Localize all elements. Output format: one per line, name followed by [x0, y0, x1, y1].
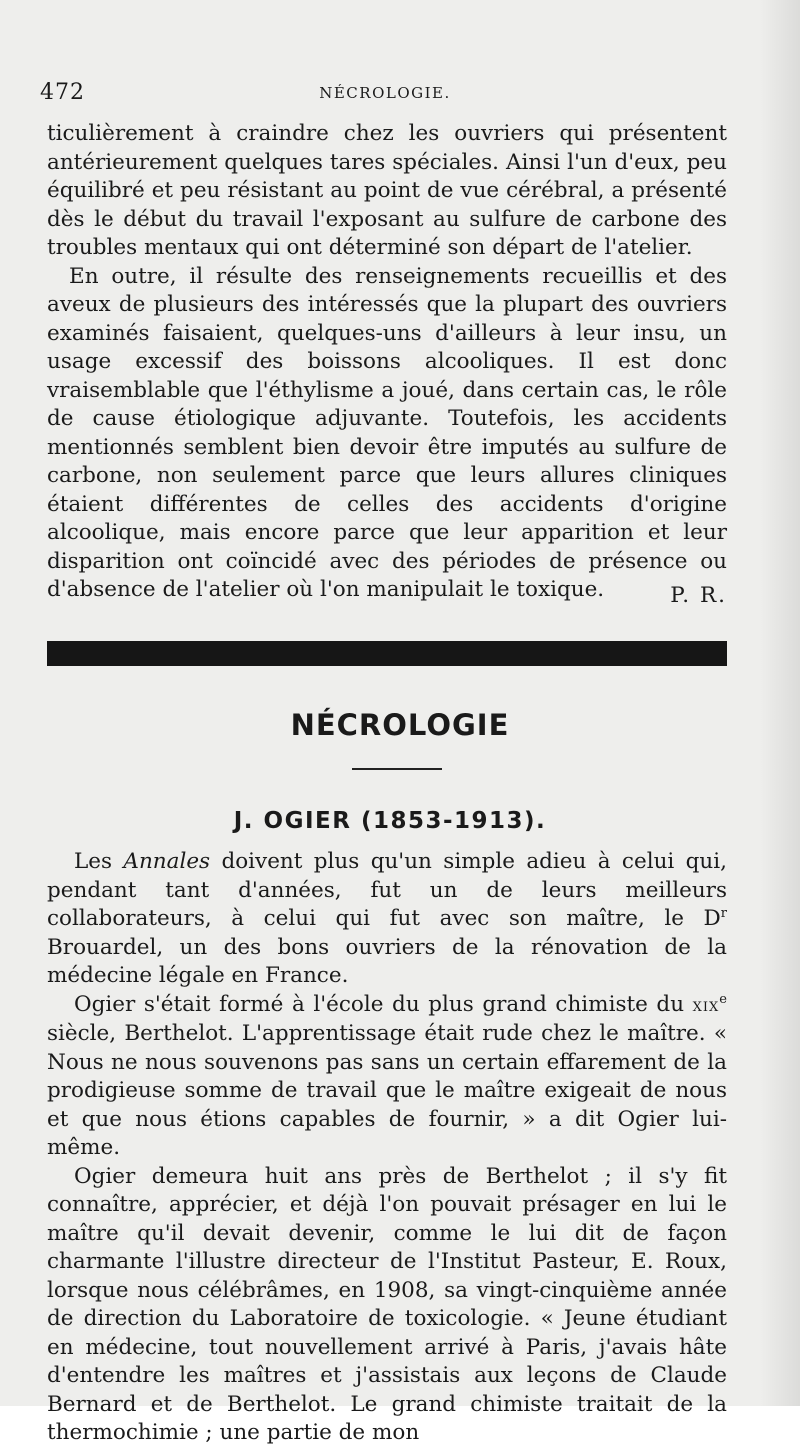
obituary-text	[47, 848, 727, 1448]
page-number: 472	[40, 80, 85, 105]
section-title: NÉCROLOGIE	[290, 708, 510, 742]
obituary-heading: J. OGIER (1853-1913).	[233, 808, 547, 834]
paragraph: En outre, il résulte des renseignements recueillis et des aveux de plusieurs des intéressés que la plupart des ouvriers examinés faisaient, quelques-uns d'ailleurs à leur insu, un usage excessif des boissons alcooliques. Il est donc vraisemblable que l'éthylisme a joué, dans certain cas, le rôle de cause étiologique adjuvante. Toutefois, les accidents mentionnés semblent bien devoir être imputés au sulfure de carbone, non seulement parce que leurs allures cliniques étaient différentes de celles des accidents d'origine alcoolique, mais encore parce que leur apparition et leur disparition ont coïncidé avec des périodes de présence ou d'absence de l'atelier où l'on manipulait le toxique.	[47, 263, 727, 602]
century-numeral: xix	[692, 994, 720, 1016]
paragraph: Les Annales doivent plus qu'un simple adieu à celui qui, pendant tant d'années, fut un de leurs meilleurs collaborateurs, à celui qui fut avec son maître, le $D^r$ Brouardel, un des bons ouvriers de la rénovation de la médecine légale en France.	[47, 849, 727, 988]
paragraph: Ogier s'était formé à l'école du plus grand chimiste du xix$^e$ siècle, Berthelot. L'apprentissage était rude chez le maître. « Nous ne nous souvenons pas sans un certain effarement de la prodigieuse somme de travail que le maître exigeait de nous et que nous étions capables de fournir, » a dit Ogier lui-même.	[47, 991, 727, 1160]
journal-title: Annales	[123, 849, 211, 874]
section-divider-bar	[47, 641, 727, 666]
page-header	[40, 80, 730, 114]
paragraph: ticulièrement à craindre chez les ouvriers qui présentent antérieurement quelques tares spéciales. Ainsi l'un d'eux, peu équilibré et peu résistant au point de vue cérébral, a présenté dès le début du travail l'exposant au sulfure de carbone des troubles mentaux qui ont déterminé son départ de l'atelier.	[47, 121, 727, 260]
title-underline-rule	[352, 768, 442, 770]
author-initials: P. R.	[670, 583, 727, 608]
running-head: NÉCROLOGIE.	[319, 84, 451, 102]
paragraph: Ogier demeura huit ans près de Berthelot ; il s'y fit connaître, apprécier, et déjà l'on pouvait présager en lui le maître qu'il devait devenir, comme le lui dit de façon charmante l'illustre directeur de l'Institut Pasteur, E. Roux, lorsque nous célébrâmes, en 1908, sa vingt-cinquième année de direction du Laboratoire de toxicologie. « Jeune étudiant en médecine, tout nouvellement arrivé à Paris, j'avais hâte d'entendre les maîtres et j'assistais aux leçons de Claude Bernard et de Berthelot. Le grand chimiste traitait de la thermochimie ; une partie de mon	[47, 1163, 727, 1445]
article-continuation	[47, 120, 727, 605]
